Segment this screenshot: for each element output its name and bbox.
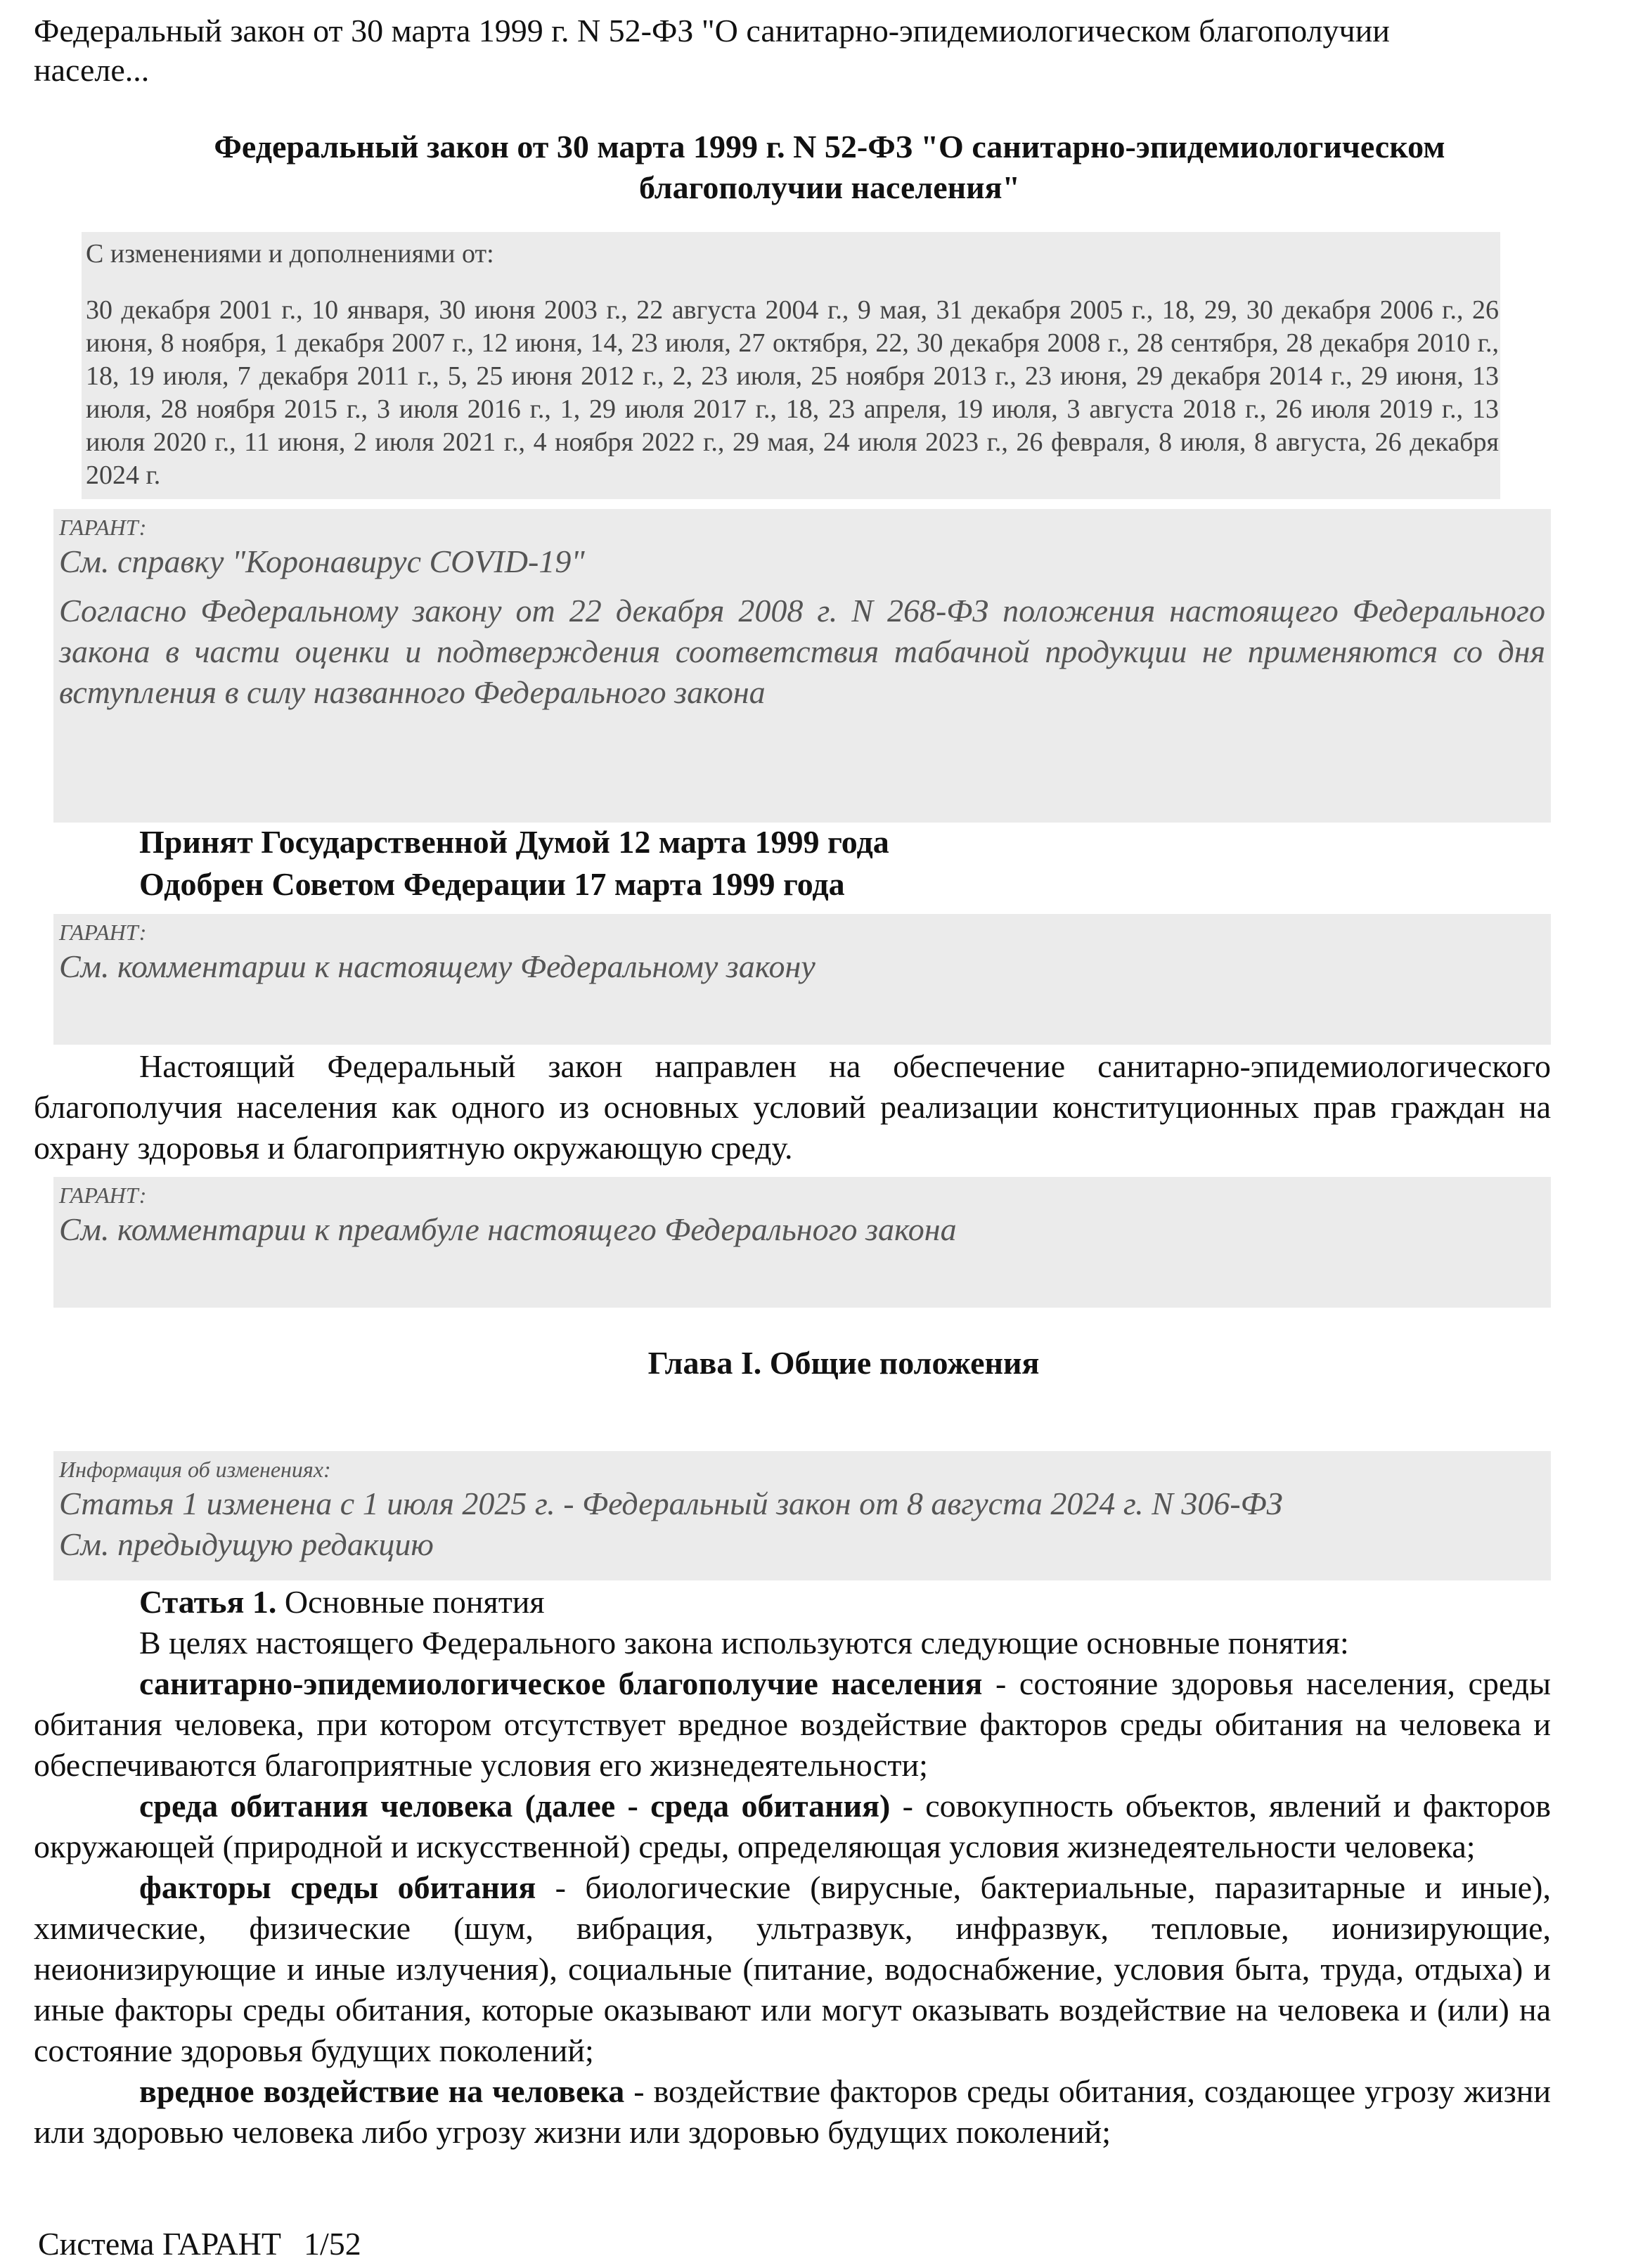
garant-note-covid [53,509,1551,823]
article-title: Основные понятия [284,1584,545,1620]
change-info-label: Информация об изменениях: [59,1457,331,1482]
definition-term: среда обитания человека (далее - среда обитания) [139,1788,891,1824]
definition-item [34,1867,1551,2071]
definition-term: санитарно-эпидемиологическое благополучие населения [139,1665,983,1701]
garant-note-label: ГАРАНТ: [59,1183,147,1208]
preamble-text: Настоящий Федеральный закон направлен на обеспечение санитарно-эпидемиологического благополучия населения как одного из основных условий реализации конституционных прав граждан на охрану здоровья и благоприятную окружающую среду. [34,1048,1551,1166]
approval-block [139,821,889,906]
covid-reference-link[interactable]: См. справку "Коронавирус COVID-19" [59,543,585,579]
chapter-title: Глава I. Общие положения [647,1345,1040,1381]
change-info-text[interactable]: Статья 1 изменена с 1 июля 2025 г. - Федеральный закон от 8 августа 2024 г. N 306-ФЗ [59,1486,1283,1521]
definition-text: - состояние здоровья населения, среды обитания человека, при котором отсутствует вредное воздействие факторов среды обитания на человека и обеспечиваются благоприятные условия его жизнедеятельности; [34,1665,1551,1783]
page-footer [38,2224,361,2264]
article-number: Статья 1. [139,1584,277,1620]
amendments-label: С изменениями и дополнениями от: [86,239,494,269]
page-number: 1/52 [304,2226,361,2262]
definition-term: факторы среды обитания [139,1869,536,1905]
footer-system-name: Система ГАРАНТ [38,2226,281,2262]
tobacco-note-text[interactable]: Согласно Федеральному закону от 22 декабря 2008 г. N 268-ФЗ положения настоящего Федерального закона в части оценки и подтверждения соответствия табачной продукции не применяются со дня вступления в силу названного Федерального закона [59,593,1545,710]
header-line-2: населе... [34,52,150,88]
amendment-dates-list[interactable]: 30 декабря 2001 г., 10 января, 30 июня 2003 г., 22 августа 2004 г., 9 мая, 31 декабря 2005 г., 18, 29, 30 декабря 2006 г., 26 июня, 8 ноября, 1 декабря 2007 г., 12 июня, 14, 23 июля, 27 октября, 22, 30 декабря 2008 г., 28 сентября, 28 декабря 2010 г., 18, 19 июля, 7 декабря 2011 г., 5, 25 июня 2012 г., 2, 23 июля, 25 ноября 2013 г., 23 июня, 29 декабря 2014 г., 29 июня, 13 июля, 28 ноября 2015 г., 3 июля 2016 г., 1, 29 июля 2017 г., 18, 23 апреля, 19 июля, 3 августа 2018 г., 26 июля 2019 г., 13 июля 2020 г., 11 июня, 2 июля 2021 г., 4 ноября 2022 г., 29 мая, 24 июля 2023 г., 26 февраля, 8 июля, 8 августа, 26 декабря 2024 г. [86,295,1499,490]
definition-item [34,1786,1551,1867]
law-title [91,127,1568,208]
definition-item [34,1663,1551,1786]
document-header [34,11,1510,90]
article-intro: В целях настоящего Федерального закона используются следующие основные понятия: [139,1625,1349,1661]
definition-item [34,2071,1551,2153]
definition-text: - биологические (вирусные, бактериальные, паразитарные и иные), химические, физические (шум, вибрация, ультразвук, инфразвук, тепловые, ионизирующие, неионизирующие и иные излучения), социальные (питание, водоснабжение, условия быта, труда, отдыха) и иные факторы среды обитания, которые оказывают или могут оказывать воздействие на человека и (или) на состояние здоровья будущих поколений; [34,1869,1551,2068]
law-comments-link[interactable]: См. комментарии к настоящему Федеральному закону [59,948,816,984]
garant-note-comments [53,914,1551,1045]
garant-note-preamble [53,1177,1551,1308]
preamble-comments-link[interactable]: См. комментарии к преамбуле настоящего Федерального закона [59,1211,957,1247]
definition-text: - совокупность объектов, явлений и факторов окружающей (природной и искусственной) среды, определяющая условия жизнедеятельности человека; [34,1788,1551,1864]
article-1 [34,1582,1551,2153]
definition-text: - воздействие факторов среды обитания, создающее угрозу жизни или здоровью человека либо угрозу жизни или здоровью будущих поколений; [34,2073,1551,2150]
duma-approval: Принят Государственной Думой 12 марта 1999 года [139,824,889,860]
garant-note-label: ГАРАНТ: [59,515,147,540]
law-title-line-1: Федеральный закон от 30 марта 1999 г. N 52-ФЗ "О санитарно-эпидемиологическом [214,129,1445,165]
definition-term: вредное воздействие на человека [139,2073,625,2109]
header-line-1: Федеральный закон от 30 марта 1999 г. N 52-ФЗ "О санитарно-эпидемиологическом благополучии [34,13,1390,49]
garant-note-label: ГАРАНТ: [59,920,147,945]
previous-edition-link[interactable]: См. предыдущую редакцию [59,1526,434,1562]
amendments-box [82,232,1500,499]
council-approval: Одобрен Советом Федерации 17 марта 1999 года [139,866,845,902]
article-heading [34,1582,1551,1623]
change-info-box [53,1451,1551,1580]
law-title-line-2: благополучии населения" [638,169,1021,205]
